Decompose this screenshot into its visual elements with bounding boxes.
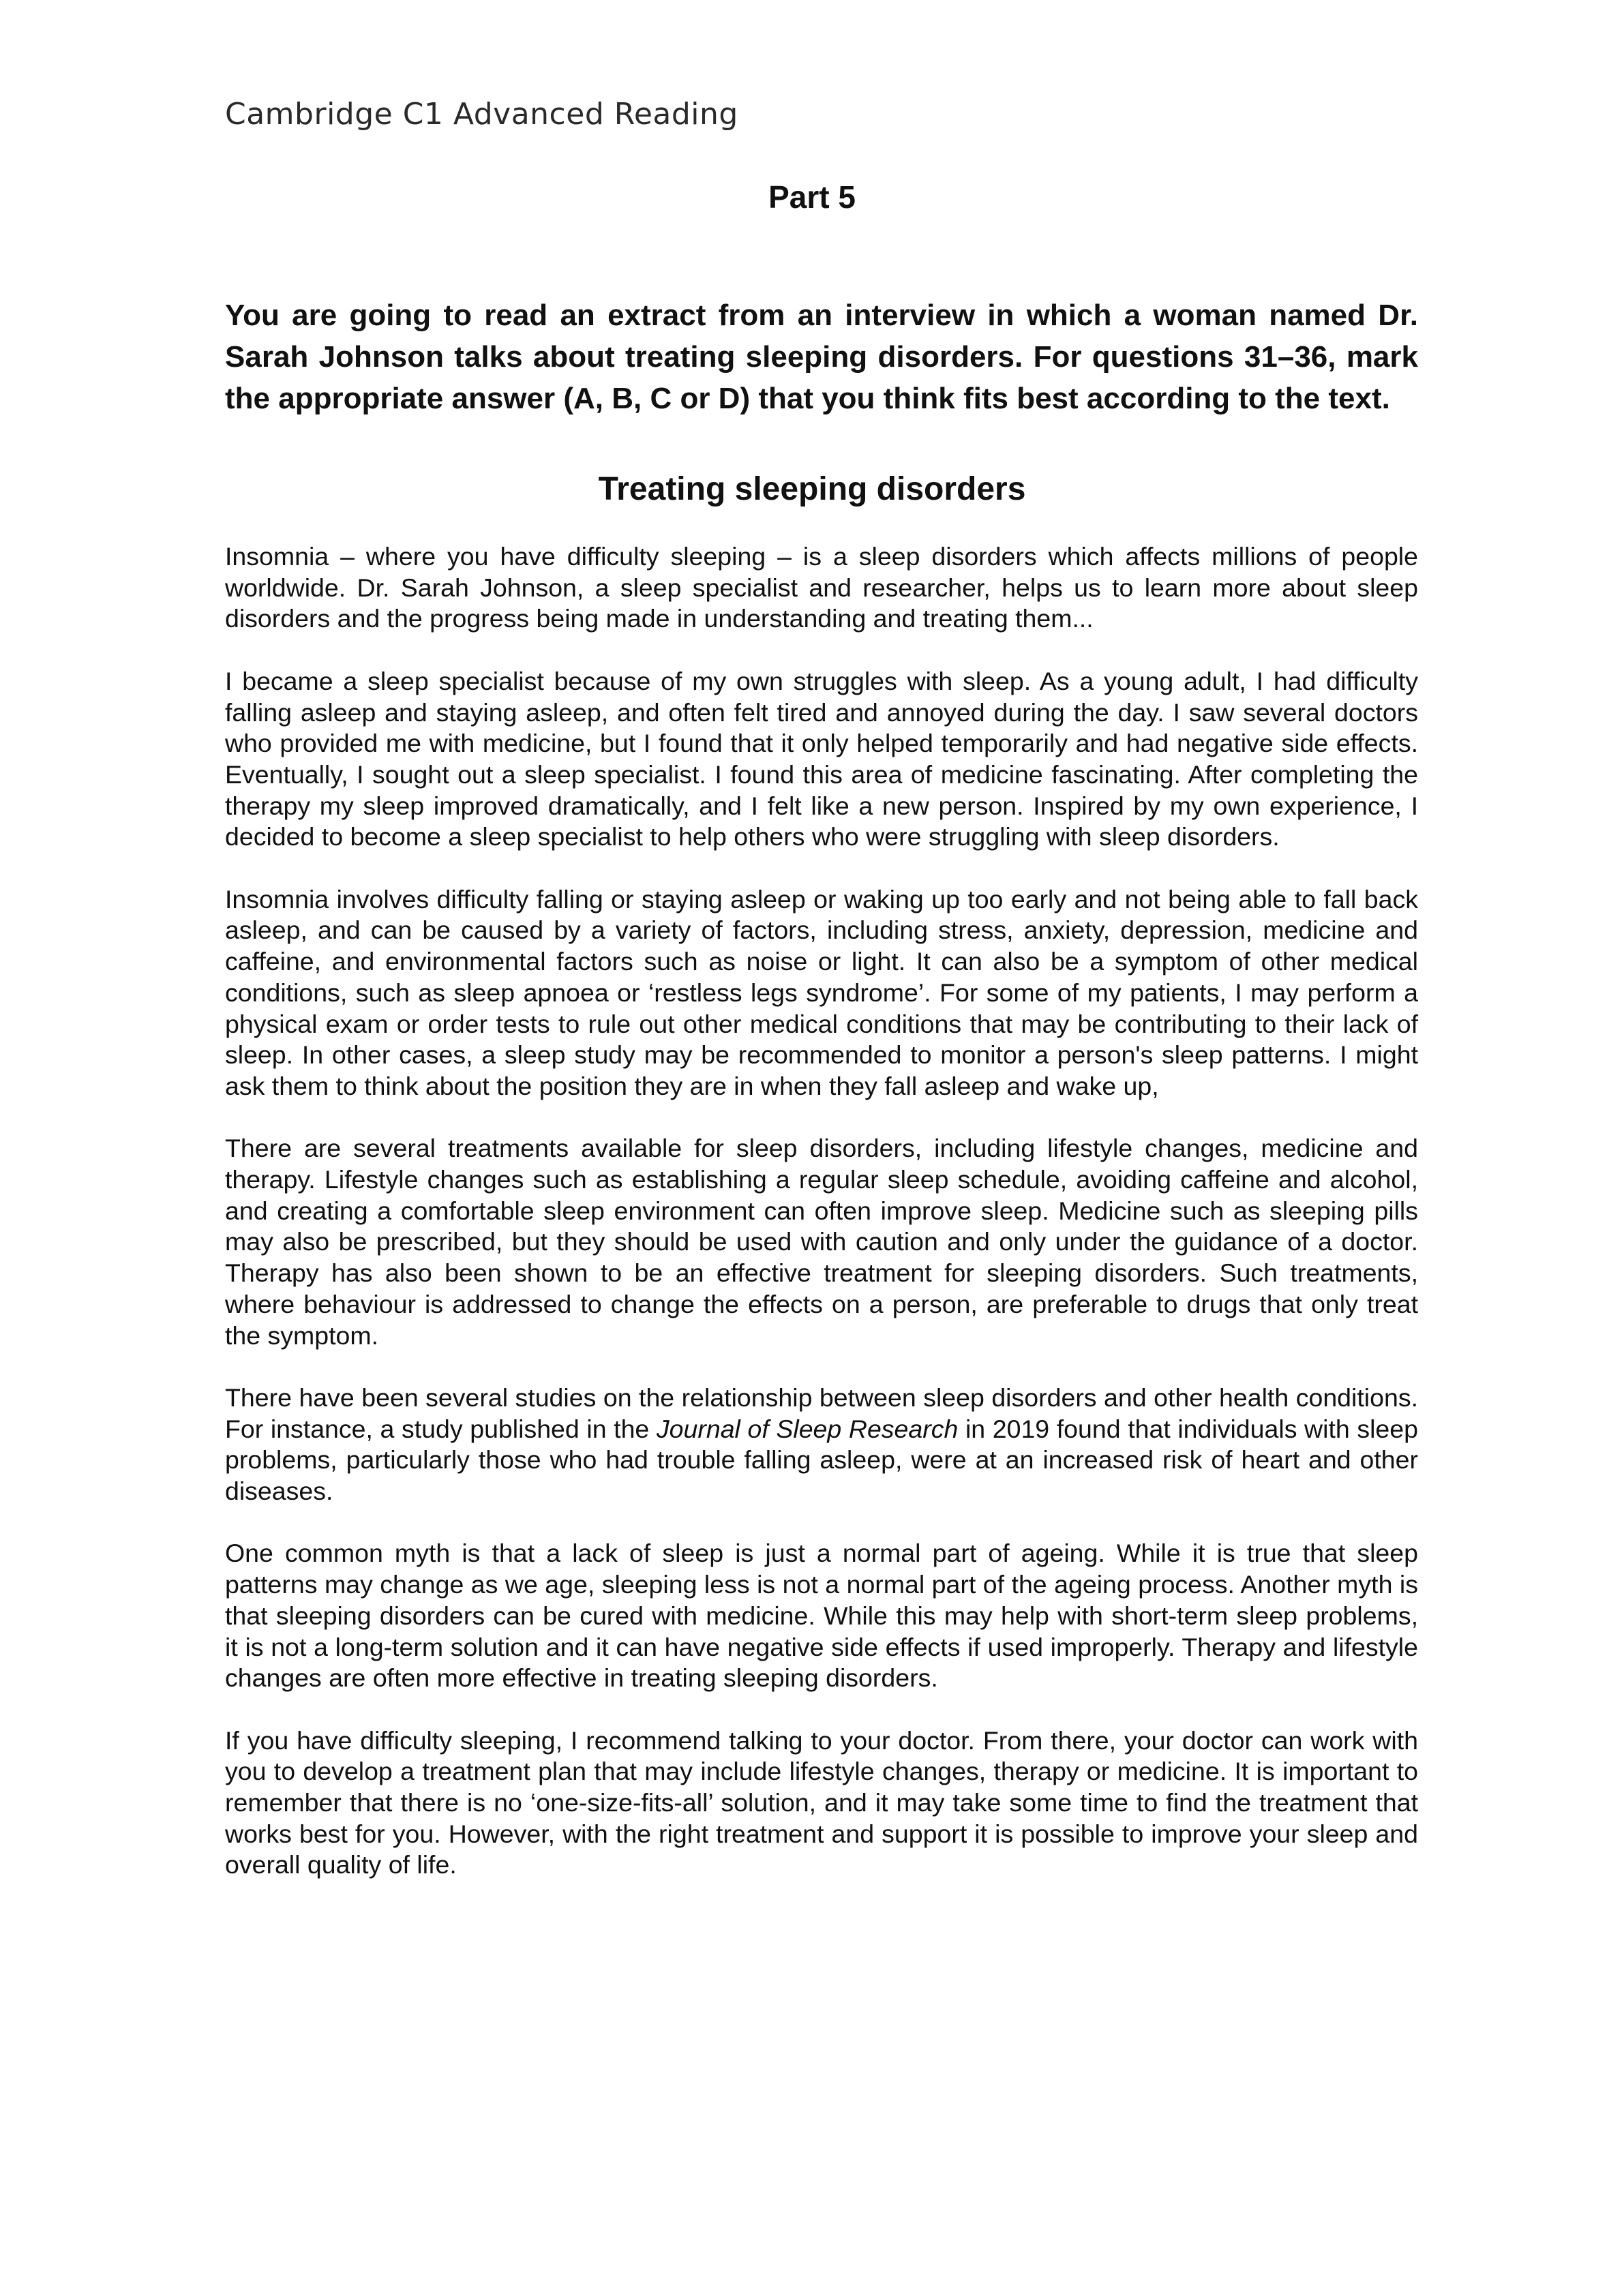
- journal-title: Journal of Sleep Research: [656, 1414, 959, 1443]
- article-body: [225, 541, 1418, 1881]
- closing-paragraph: If you have difficulty sleeping, I recommend talking to your doctor. From there, your doctor can work with you to develop a treatment plan that may include lifestyle changes, therapy or medicine. It is important to remember that there is no ‘one-size-fits-all’ solution, and it may take some time to find the treatment that works best for you. However, with the right treatment and support it is possible to improve your sleep and overall quality of life.: [225, 1725, 1418, 1879]
- article-paragraph: I became a sleep specialist because of my own struggles with sleep. As a young adult, I had difficulty falling asleep and staying asleep, and often felt tired and annoyed during the day. I saw several doctors who provided me with medicine, but I found that it only helped temporarily and had negative side effects. Eventually, I sought out a sleep specialist. I found this area of medicine fascinating. After completing the therapy my sleep improved dramatically, and I felt like a new person. Inspired by my own experience, I decided to become a sleep specialist to help others who were struggling with sleep disorders.: [225, 666, 1418, 851]
- study-paragraph: [225, 1383, 1418, 1507]
- study-text-after: in 2019 found that individuals with sleep problems, particularly those who had trouble falling asleep, were at an increased risk of heart and other diseases.: [225, 1414, 1418, 1506]
- article-paragraph: There are several treatments available for sleep disorders, including lifestyle changes, medicine and therapy. Lifestyle changes such as establishing a regular sleep schedule, avoiding caffeine and alcohol, and creating a comfortable sleep environment can often improve sleep. Medicine such as sleeping pills may also be prescribed, but they should be used with caution and only under the guidance of a doctor. Therapy has also been shown to be an effective treatment for sleeping disorders. Such treatments, where behaviour is addressed to change the effects on a person, are preferable to drugs that only treat the symptom.: [225, 1134, 1418, 1350]
- study-text-before: There have been several studies on the relationship between sleep disorders and other health conditions. For instance, a study published in the: [225, 1383, 1418, 1443]
- part-title: Part 5: [768, 179, 856, 215]
- article-title: Treating sleeping disorders: [598, 471, 1026, 507]
- intro-paragraph: Insomnia – where you have difficulty sleeping – is a sleep disorders which affects millions of people worldwide. Dr. Sarah Johnson, a sleep specialist and researcher, helps us to learn more about sleep disorders and the progress being made in understanding and treating them...: [225, 542, 1418, 633]
- running-header: Cambridge C1 Advanced Reading: [225, 97, 738, 132]
- task-instructions: You are going to read an extract from an interview in which a woman named Dr. Sarah Johnson talks about treating sleeping disorders. For questions 31–36, mark the appropriate answer (A, B, C or D) that you think fits best according to the text.: [225, 299, 1418, 415]
- article-paragraph: Insomnia involves difficulty falling or staying asleep or waking up too early and not being able to fall back asleep, and can be caused by a variety of factors, including stress, anxiety, depression, medicine and caffeine, and environmental factors such as noise or light. It can also be a symptom of other medical conditions, such as sleep apnoea or ‘restless legs syndrome’. For some of my patients, I may perform a physical exam or order tests to rule out other medical conditions that may be contributing to their lack of sleep. In other cases, a sleep study may be recommended to monitor a person's sleep patterns. I might ask them to think about the position they are in when they fall asleep and wake up,: [225, 884, 1418, 1100]
- article-paragraph: One common myth is that a lack of sleep is just a normal part of ageing. While it is true that sleep patterns may change as we age, sleeping less is not a normal part of the ageing process. Another myth is that sleeping disorders can be cured with medicine. While this may help with short-term sleep problems, it is not a long-term solution and it can have negative side effects if used improperly. Therapy and lifestyle changes are often more effective in treating sleeping disorders.: [225, 1539, 1418, 1693]
